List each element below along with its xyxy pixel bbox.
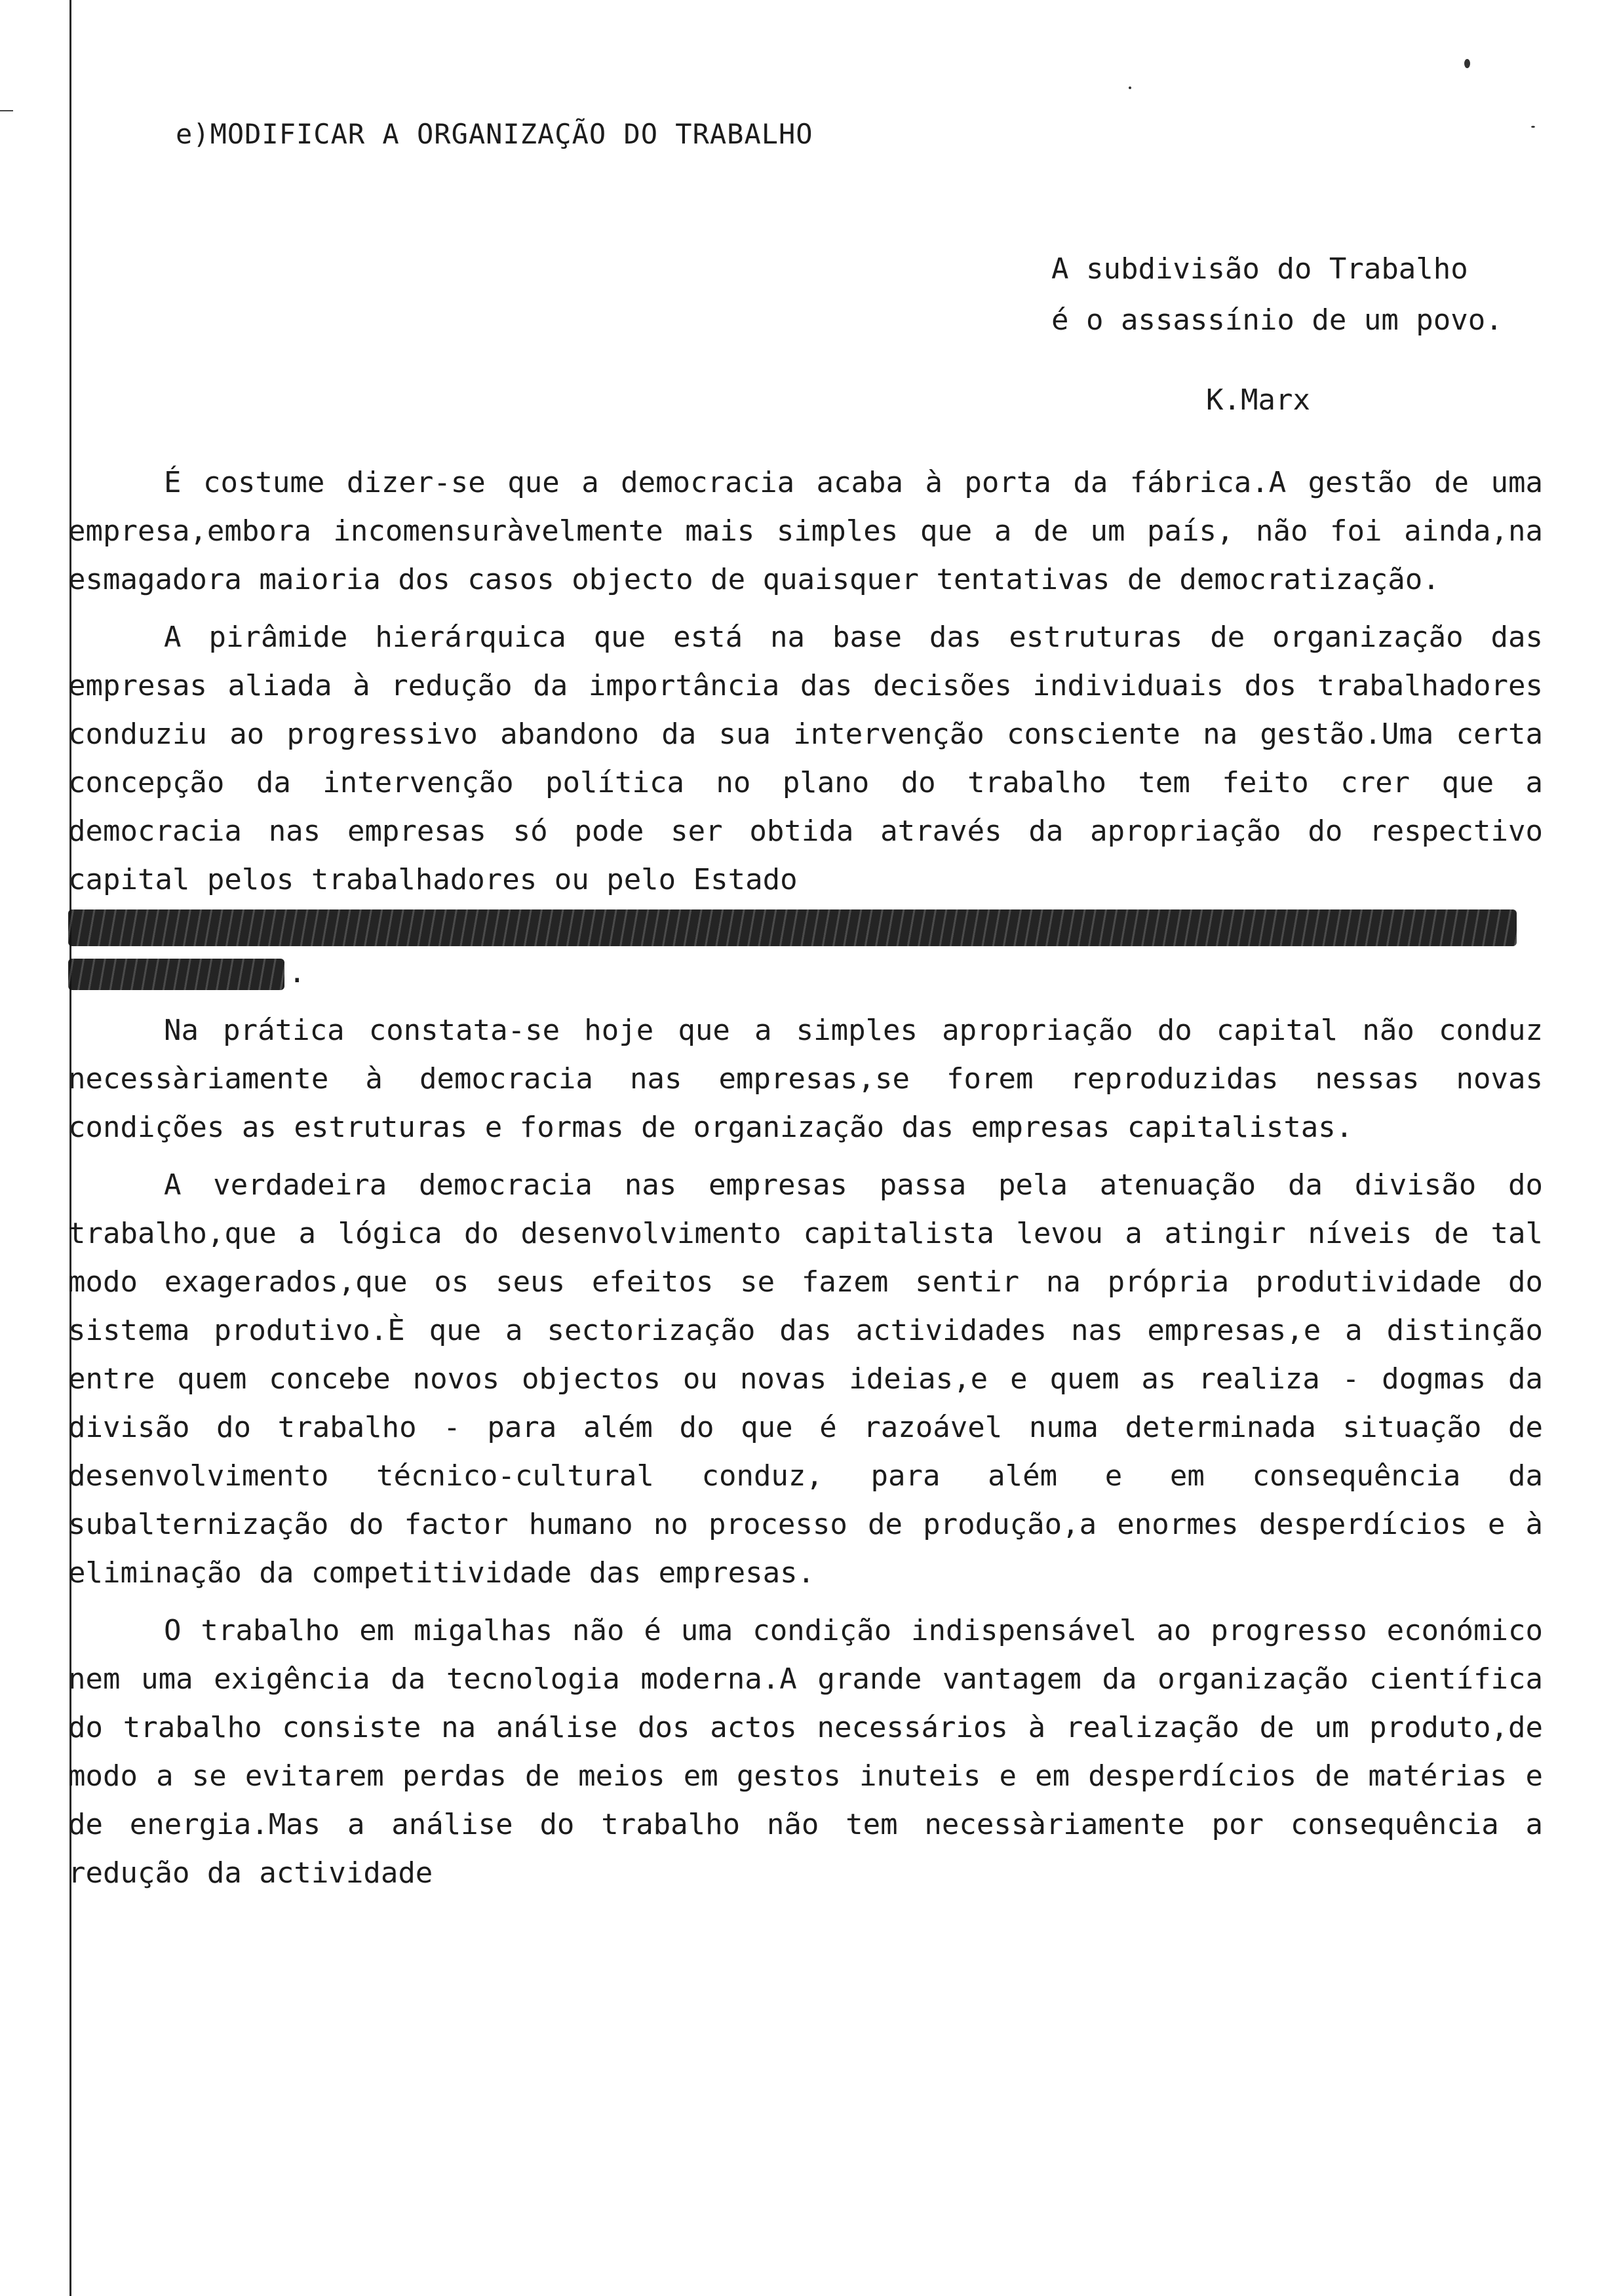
paragraph: É costume dizer-se que a democracia acaba à porta da fábrica.A gestão de uma empresa,embora incomensuràvelmente mais simples que a de um país, não foi ainda,na esmagadora maioria dos casos objecto de quaisquer tentativas de democratização. (68, 466, 1543, 596)
epigraph-line: A subdivisão do Trabalho (1051, 252, 1468, 286)
epigraph-line: é o assassínio de um povo. (1051, 303, 1503, 337)
body-text (68, 459, 1543, 1898)
paragraph (68, 613, 1543, 997)
ink-speck (1464, 59, 1470, 68)
margin-tick-mark (0, 110, 13, 111)
epigraph-author: K.Marx (1206, 383, 1310, 417)
epigraph (1051, 244, 1563, 417)
paragraph: O trabalho em migalhas não é uma condição indispensável ao progresso económico nem uma exigência da tecnologia moderna.A grande vantagem da organização científica do trabalho consiste na análise dos actos necessários à realização de um produto,de modo a se evitarem perdas de meios em gestos inuteis e em desperdícios de matérias e de energia.Mas a análise do trabalho não tem necessàriamente por consequência a redução da actividade (68, 1614, 1543, 1890)
ink-speck (1531, 126, 1535, 128)
ink-speck (1129, 86, 1131, 89)
redaction-strike (68, 909, 1517, 946)
paragraph-text: A pirâmide hierárquica que está na base das estruturas de organização das empresas aliada à redução da importância das decisões individuais dos trabalhadores conduziu ao progressivo abandono da sua intervenção consciente na gestão.Uma certa concepção da intervenção política no plano do trabalho tem feito crer que a democracia nas empresas só pode ser obtida através da apropriação do respectivo capital pelos trabalhadores ou pelo Estado (68, 621, 1543, 896)
redaction-strike (68, 959, 284, 990)
paragraph-end: . (288, 956, 306, 989)
paragraph: A verdadeira democracia nas empresas passa pela atenuação da divisão do trabalho,que a lógica do desenvolvimento capitalista levou a atingir níveis de tal modo exagerados,que os seus efeitos se fazem sentir na própria produtividade do sistema produtivo.È que a sectorização das actividades nas empresas,e a distinção entre quem concebe novos objectos ou novas ideias,e e quem as realiza - dogmas da divisão do trabalho - para além do que é razoável numa determinada situação de desenvolvimento técnico-cultural conduz, para além e em consequência da subalternização do factor humano no processo de produção,a enormes desperdícios e à eliminação da competitividade das empresas. (68, 1168, 1543, 1590)
section-heading: e)MODIFICAR A ORGANIZAÇÃO DO TRABALHO (176, 118, 813, 150)
paragraph: Na prática constata-se hoje que a simples apropriação do capital não conduz necessàriamente à democracia nas empresas,se forem reproduzidas nessas novas condições as estruturas e formas de organização das empresas capitalistas. (68, 1014, 1543, 1144)
